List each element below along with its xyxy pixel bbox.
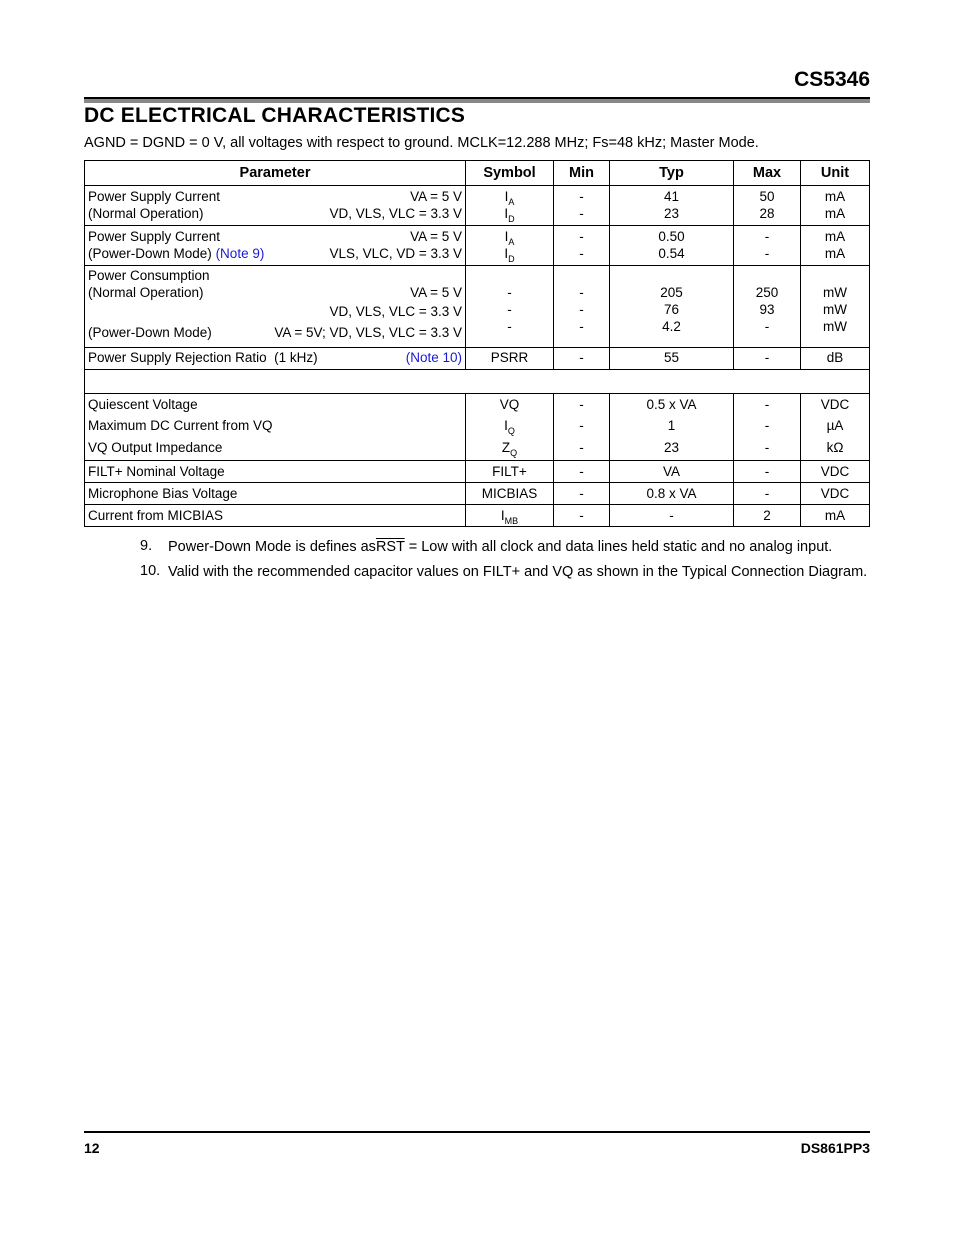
unit: mW [823, 285, 847, 300]
typ-value: 23 [663, 440, 680, 455]
param-label: Power Supply Current [88, 189, 221, 204]
typ-value: 0.5 x VA [646, 397, 697, 412]
footnote-number: 9. [140, 538, 153, 554]
param-condition: VA = 5 V [410, 285, 462, 300]
col-header-symbol: Symbol [466, 161, 554, 186]
min-value: - [579, 440, 584, 455]
dc-characteristics-table [84, 160, 870, 527]
min-value: - [579, 319, 584, 334]
typ-value: 23 [663, 206, 680, 221]
table-row [85, 226, 870, 266]
footnote-10 [140, 563, 870, 582]
min-value: - [579, 189, 584, 204]
symbol: VQ [499, 397, 520, 412]
note-9-link[interactable]: (Note 9) [215, 246, 265, 261]
col-header-parameter: Parameter [85, 161, 466, 186]
param-label: (Normal Operation) [88, 285, 204, 300]
max-value: 93 [759, 302, 775, 317]
max-value: 250 [755, 285, 779, 300]
footer-rule [84, 1131, 870, 1133]
min-value: - [579, 302, 584, 317]
max-value: - [764, 440, 770, 455]
param-condition: VA = 5V; VD, VLS, VLC = 3.3 V [274, 325, 462, 340]
symbol: $I_D$ [504, 246, 515, 264]
spacer-row [85, 370, 870, 394]
param-label: (Power-Down Mode) [88, 325, 212, 340]
col-header-max: Max [734, 161, 801, 186]
symbol: $I_A$ [504, 229, 515, 247]
max-value: - [764, 319, 770, 334]
min-value: - [579, 486, 584, 501]
max-value: - [764, 486, 770, 501]
col-header-unit: Unit [801, 161, 870, 186]
max-value: - [764, 229, 770, 244]
table-row [85, 505, 870, 527]
footnote-text: Valid with the recommended capacitor values on FILT+ and VQ as shown in the Typical Connection Diagram. [168, 564, 868, 580]
test-conditions: AGND = DGND = 0 V, all voltages with respect to ground. MCLK=12.288 MHz; Fs=48 kHz; Master Mode. [84, 135, 759, 151]
section-title: DC ELECTRICAL CHARACTERISTICS [84, 104, 466, 127]
unit: mA [824, 246, 846, 261]
max-value: 2 [763, 508, 771, 523]
note-10-link[interactable]: (Note 10) [405, 350, 462, 365]
param-condition: VD, VLS, VLC = 3.3 V [329, 206, 462, 221]
table-row [85, 483, 870, 505]
symbol: - [507, 302, 512, 317]
unit: mW [823, 302, 847, 317]
unit: VDC [820, 486, 850, 501]
param-label: (Power-Down Mode) [88, 246, 212, 261]
unit: µA [826, 418, 844, 433]
param-label: Power Supply Current [88, 229, 221, 244]
max-value: - [764, 397, 770, 412]
symbol: FILT+ [492, 464, 527, 479]
max-value: - [764, 418, 770, 433]
unit: VDC [820, 464, 850, 479]
param-label: Maximum DC Current from VQ [88, 418, 273, 433]
footnote-number: 10. [140, 563, 161, 579]
min-value: - [579, 464, 584, 479]
table-row [85, 394, 870, 461]
symbol: $I_{MB}$ [500, 508, 519, 526]
typ-value: 1 [667, 418, 676, 433]
col-header-typ: Typ [610, 161, 734, 186]
col-header-min: Min [554, 161, 610, 186]
page-number: 12 [84, 1140, 100, 1156]
param-label: Current from MICBIAS [88, 508, 224, 523]
param-condition: VA = 5 V [410, 229, 462, 244]
min-value: - [579, 229, 584, 244]
unit: mA [824, 189, 846, 204]
footnote-9: 9. Power-Down Mode is defines $as\overline{RST}$ = Low with all clock and data lines held static and no analog input. [140, 538, 833, 555]
unit: mA [824, 229, 846, 244]
min-value: - [579, 350, 584, 365]
unit: kΩ [826, 440, 844, 455]
param-label: Microphone Bias Voltage [88, 486, 238, 501]
param-label: FILT+ Nominal Voltage [88, 464, 225, 479]
param-label: Power Consumption [88, 268, 210, 283]
table-row [85, 266, 870, 348]
param-label: Power Supply Rejection Ratio (1 kHz) [88, 350, 318, 365]
symbol: PSRR [490, 350, 529, 365]
symbol: MICBIAS [481, 486, 538, 501]
table-row [85, 461, 870, 483]
typ-value: 0.54 [658, 246, 685, 261]
typ-value: 0.8 x VA [646, 486, 697, 501]
typ-value: 76 [663, 302, 680, 317]
header-rule [84, 97, 870, 103]
typ-value: 55 [663, 350, 680, 365]
unit: dB [826, 350, 844, 365]
symbol: $Z_Q$ [501, 440, 518, 458]
unit: mA [824, 206, 846, 221]
typ-value: - [669, 508, 674, 523]
param-label: VQ Output Impedance [88, 440, 223, 455]
typ-value: VA [662, 464, 680, 479]
min-value: - [579, 206, 584, 221]
max-value: - [764, 464, 770, 479]
param-condition: VLS, VLC, VD = 3.3 V [329, 246, 462, 261]
rst-signal: $\overline{RST}$ [375, 539, 405, 555]
min-value: - [579, 418, 584, 433]
min-value: - [579, 285, 584, 300]
max-value: - [764, 350, 770, 365]
param-label: (Normal Operation) [88, 206, 204, 221]
typ-value: 41 [663, 189, 680, 204]
min-value: - [579, 246, 584, 261]
typ-value: 0.50 [658, 229, 685, 244]
table-header-row [85, 161, 870, 186]
symbol: - [507, 319, 512, 334]
min-value: - [579, 508, 584, 523]
part-number: CS5346 [794, 68, 870, 91]
param-condition: VA = 5 V [410, 189, 462, 204]
unit: mW [823, 319, 847, 334]
table-row [85, 348, 870, 370]
symbol: $I_A$ [504, 189, 515, 207]
unit: VDC [820, 397, 850, 412]
min-value: - [579, 397, 584, 412]
symbol: - [507, 285, 512, 300]
typ-value: 4.2 [662, 319, 681, 334]
typ-value: 205 [660, 285, 683, 300]
param-label: Quiescent Voltage [88, 397, 198, 412]
max-value: 28 [759, 206, 775, 221]
symbol: $I_D$ [504, 206, 515, 224]
max-value: 50 [759, 189, 775, 204]
table-row [85, 186, 870, 226]
symbol: $I_Q$ [504, 418, 515, 436]
document-id: DS861PP3 [800, 1140, 870, 1156]
unit: mA [824, 508, 846, 523]
max-value: - [764, 246, 770, 261]
param-condition: VD, VLS, VLC = 3.3 V [329, 304, 462, 319]
